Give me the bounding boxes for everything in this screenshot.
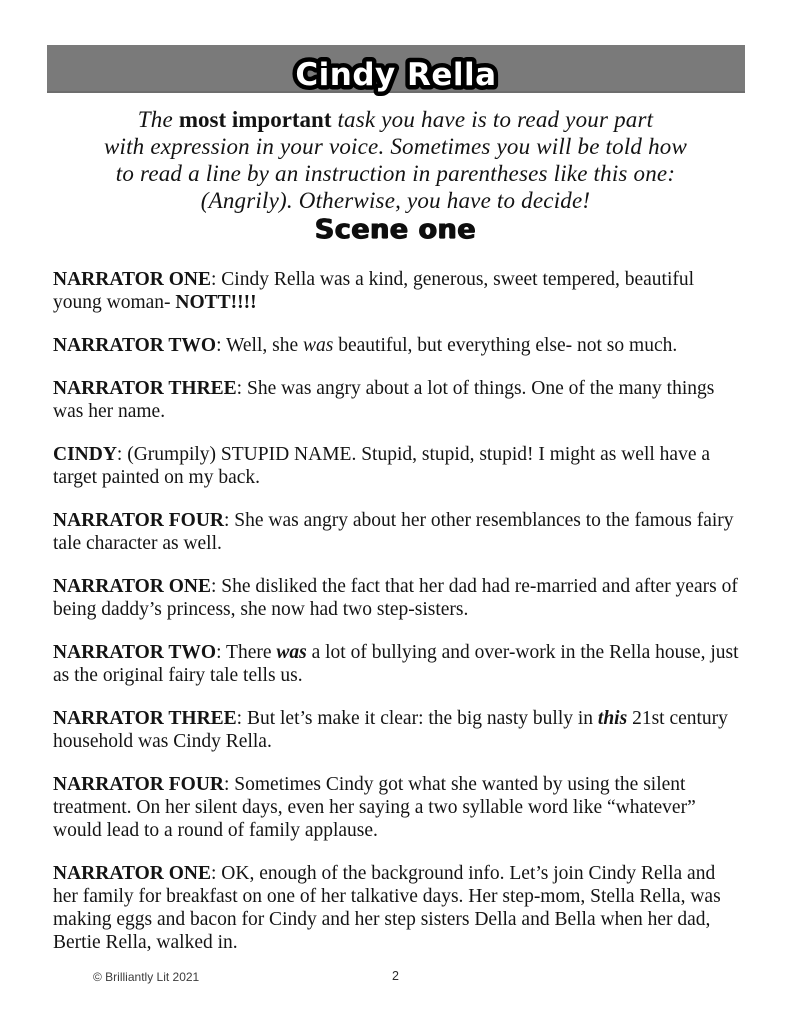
intro-line [40, 133, 751, 160]
speaker-label: NARRATOR FOUR [53, 510, 224, 531]
text-segment: : [216, 335, 227, 356]
text-segment: most important [178, 107, 332, 132]
text-segment: (Grumpily) STUPID NAME. Stupid, stupid, stupid! I might as well have a target painted on my back. [53, 444, 711, 488]
text-segment: was [276, 642, 307, 663]
scene-heading: Scene one [314, 214, 477, 245]
text-segment: : [211, 269, 222, 290]
text-segment: : [116, 444, 128, 465]
speaker-label: NARRATOR TWO [53, 642, 217, 663]
speaker-label: NARRATOR ONE [53, 576, 211, 597]
script-paragraph [53, 641, 741, 687]
text-segment: She was angry about a lot of things. One of the many things was her name. [53, 378, 715, 422]
text-segment: was [302, 335, 334, 356]
text-segment: NOTT!!!! [175, 292, 257, 313]
text-segment: 21st century household was Cindy Rella. [53, 708, 728, 752]
text-segment: : [216, 642, 227, 663]
speaker-label: NARRATOR ONE [53, 269, 211, 290]
text-segment: : [236, 378, 247, 399]
page-title: Cindy Rella [295, 57, 497, 93]
speaker-label: CINDY [53, 444, 117, 465]
script-paragraph [53, 377, 741, 423]
speaker-label: NARRATOR THREE [53, 708, 237, 729]
text-segment: task you have is to read your part [331, 107, 654, 132]
text-segment: Well, she [226, 335, 303, 356]
script-paragraph [53, 509, 741, 555]
text-segment: She was angry about her other resemblances to the famous fairy tale character as well. [53, 510, 734, 554]
text-segment: to read a line by an instruction in parentheses like this one: [115, 161, 676, 186]
speaker-label: NARRATOR FOUR [53, 774, 224, 795]
text-segment: this [597, 708, 628, 729]
footer-page-number: 2 [392, 969, 399, 983]
text-segment: : [236, 708, 247, 729]
intro-line [40, 106, 751, 133]
script-paragraph [53, 862, 741, 954]
text-segment: : [224, 774, 235, 795]
text-segment: She disliked the fact that her dad had re-married and after years of being daddy’s princess, she now had two step-sisters. [53, 576, 738, 620]
text-segment: Sometimes Cindy got what she wanted by using the silent treatment. On her silent days, even her saying a two syllable word like “whatever” would lead to a round of family applause. [53, 774, 696, 841]
speaker-label: NARRATOR TWO [53, 335, 217, 356]
text-segment: (Angrily). Otherwise, you have to decide! [200, 188, 591, 213]
script-paragraph [53, 268, 741, 314]
text-segment: with expression in your voice. Sometimes you will be told how [103, 134, 688, 159]
title-banner [47, 43, 745, 107]
text-segment: The [137, 107, 179, 132]
footer-copyright: © Brilliantly Lit 2021 [93, 970, 200, 984]
text-segment: a lot of bullying and over-work in the Rella house, just as the original fairy tale tells us. [53, 642, 739, 686]
speaker-label: NARRATOR ONE [53, 863, 211, 884]
speaker-label: NARRATOR THREE [53, 378, 237, 399]
script-paragraph [53, 575, 741, 621]
text-segment: But let’s make it clear: the big nasty bully in [246, 708, 598, 729]
text-segment: beautiful, but everything else- not so much. [333, 335, 678, 356]
text-segment: There [226, 642, 277, 663]
intro-line [40, 187, 751, 214]
text-segment: : [211, 576, 222, 597]
script-paragraph [53, 443, 741, 489]
text-segment: Cindy Rella was a kind, generous, sweet tempered, beautiful young woman- [53, 269, 695, 313]
text-segment: OK, enough of the background info. Let’s join Cindy Rella and her family for breakfast on one of her talkative days. Her step-mom, Stella Rella, was making eggs and bacon for Cindy and her step sisters Della and Bella when her dad, Bertie Rella, walked in. [53, 863, 721, 953]
script-paragraph [53, 773, 741, 842]
script-paragraph [53, 707, 741, 753]
title-bar [47, 45, 745, 93]
text-segment: : [211, 863, 222, 884]
script-paragraph [53, 334, 741, 357]
text-segment: : [224, 510, 235, 531]
intro-line [40, 160, 751, 187]
script-body [53, 268, 741, 974]
intro-text [40, 106, 751, 214]
